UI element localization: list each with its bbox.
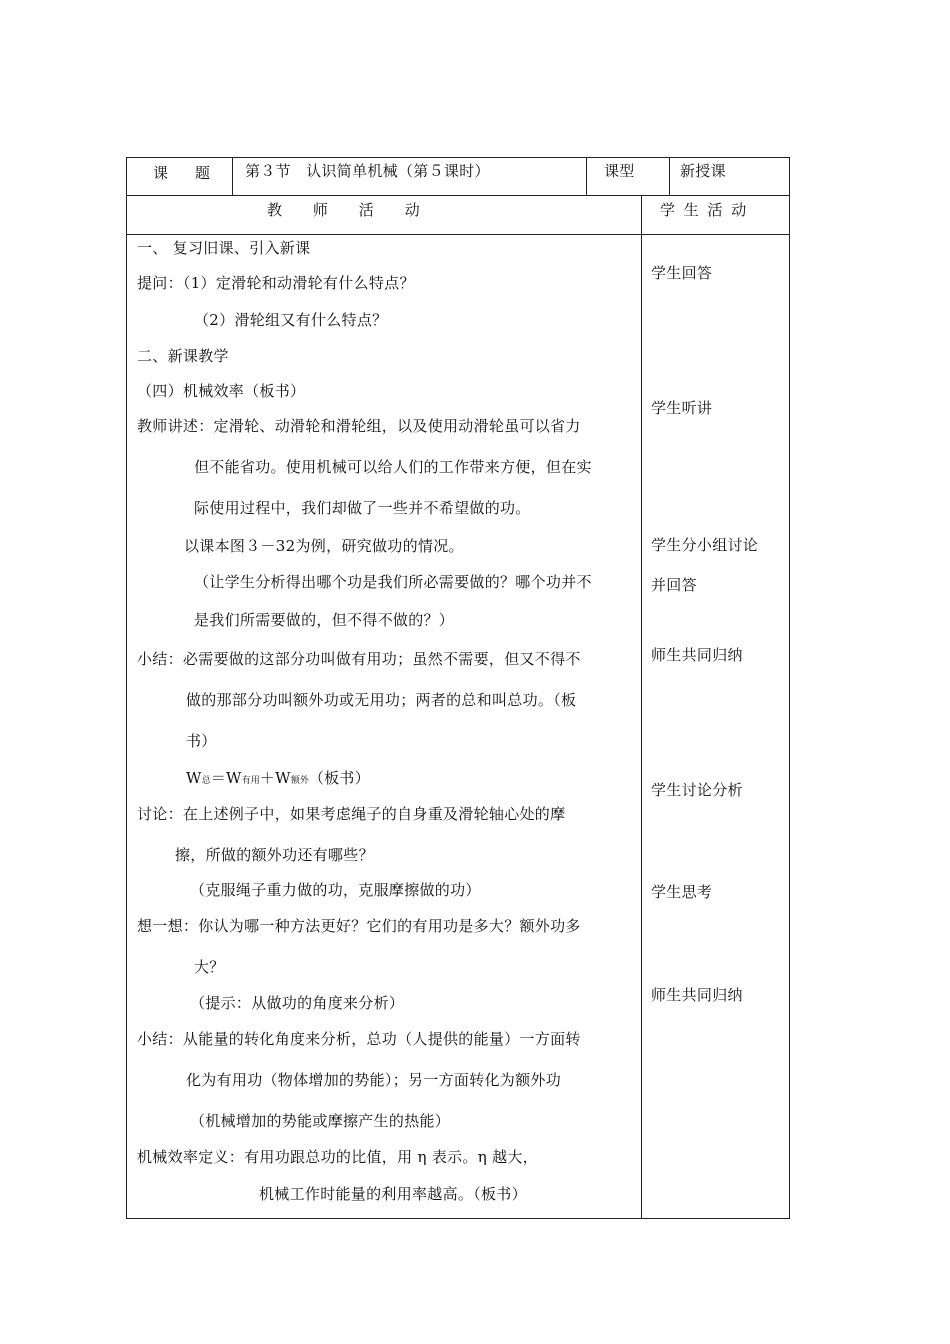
teacher-line: （机械增加的势能或摩擦产生的热能）: [190, 1112, 451, 1130]
teacher-line: 小结：从能量的转化角度来分析，总功（人提供的能量）一方面转: [137, 1030, 581, 1048]
student-line: 师生共同归纳: [651, 646, 743, 664]
student-line: 师生共同归纳: [651, 986, 743, 1004]
teacher-line: 是我们所需要做的，但不得不做的？）: [194, 611, 455, 629]
teacher-line: 教师讲述：定滑轮、动滑轮和滑轮组，以及使用动滑轮虽可以省力: [137, 417, 581, 435]
teacher-line: （四）机械效率（板书）: [137, 382, 306, 400]
teacher-line: 但不能省功。使用机械可以给人们的工作带来方便，但在实: [194, 458, 592, 476]
teacher-line: 一、 复习旧课、引入新课: [137, 239, 311, 257]
topic-label: 课 题: [153, 164, 217, 182]
teacher-line: 机械效率定义：有用功跟总功的比值，用 η 表示。η 越大，: [137, 1148, 538, 1166]
teacher-line: （提示：从做功的角度来分析）: [190, 994, 405, 1012]
type-value: 新授课: [680, 162, 726, 180]
student-line: 并回答: [651, 576, 697, 594]
teacher-line: 机械工作时能量的利用率越高。（板书）: [259, 1185, 527, 1203]
teacher-line: 二、新课教学: [137, 347, 229, 365]
teacher-line: 做的那部分功叫额外功或无用功；两者的总和叫总功。（板: [186, 691, 577, 709]
teacher-line: 小结：必需要做的这部分功叫做有用功；虽然不需要，但又不得不: [137, 650, 581, 668]
teacher-line: 书）: [186, 732, 217, 750]
main-column-divider: [641, 195, 642, 1219]
header-divider: [126, 195, 790, 196]
teacher-line: 大？: [194, 958, 225, 976]
teacher-line: （让学生分析得出哪个功是我们所必需要做的？哪个功并不: [194, 573, 592, 591]
work-formula: W总＝W有用＋W额外（板书）: [186, 769, 371, 787]
student-line: 学生回答: [651, 264, 713, 282]
teacher-line: 际使用过程中，我们却做了一些并不希望做的功。: [194, 499, 531, 517]
student-line: 学生听讲: [651, 399, 713, 417]
header-col-line-1: [232, 157, 233, 195]
teacher-line: 化为有用功（物体增加的势能）；另一方面转化为额外功: [186, 1071, 562, 1089]
header-col-line-2: [586, 157, 587, 195]
student-line: 学生分小组讨论: [651, 536, 759, 554]
student-line: 学生讨论分析: [651, 781, 743, 799]
type-label: 课型: [604, 162, 635, 180]
teacher-line: 以课本图３－32为例，研究做功的情况。: [184, 537, 464, 555]
teacher-line: （2）滑轮组又有什么特点？: [194, 311, 388, 329]
teacher-line: 提问：（1）定滑轮和动滑轮有什么特点？: [137, 274, 415, 292]
student-activity-header: 学 生 活 动: [660, 201, 749, 219]
teacher-line: 想一想：你认为哪一种方法更好？它们的有用功是多大？额外功多: [137, 917, 581, 935]
teacher-line: 擦，所做的额外功还有哪些？: [175, 846, 374, 864]
student-line: 学生思考: [651, 883, 713, 901]
topic-title: 第３节 认识简单机械（第５课时）: [245, 162, 490, 180]
column-header-divider: [126, 234, 790, 235]
teacher-line: （克服绳子重力做的功，克服摩擦做的功）: [190, 881, 481, 899]
header-col-line-3: [669, 157, 670, 195]
teacher-line: 讨论：在上述例子中，如果考虑绳子的自身重及滑轮轴心处的摩: [137, 805, 566, 823]
teacher-activity-header: 教 师 活 动: [267, 201, 421, 219]
